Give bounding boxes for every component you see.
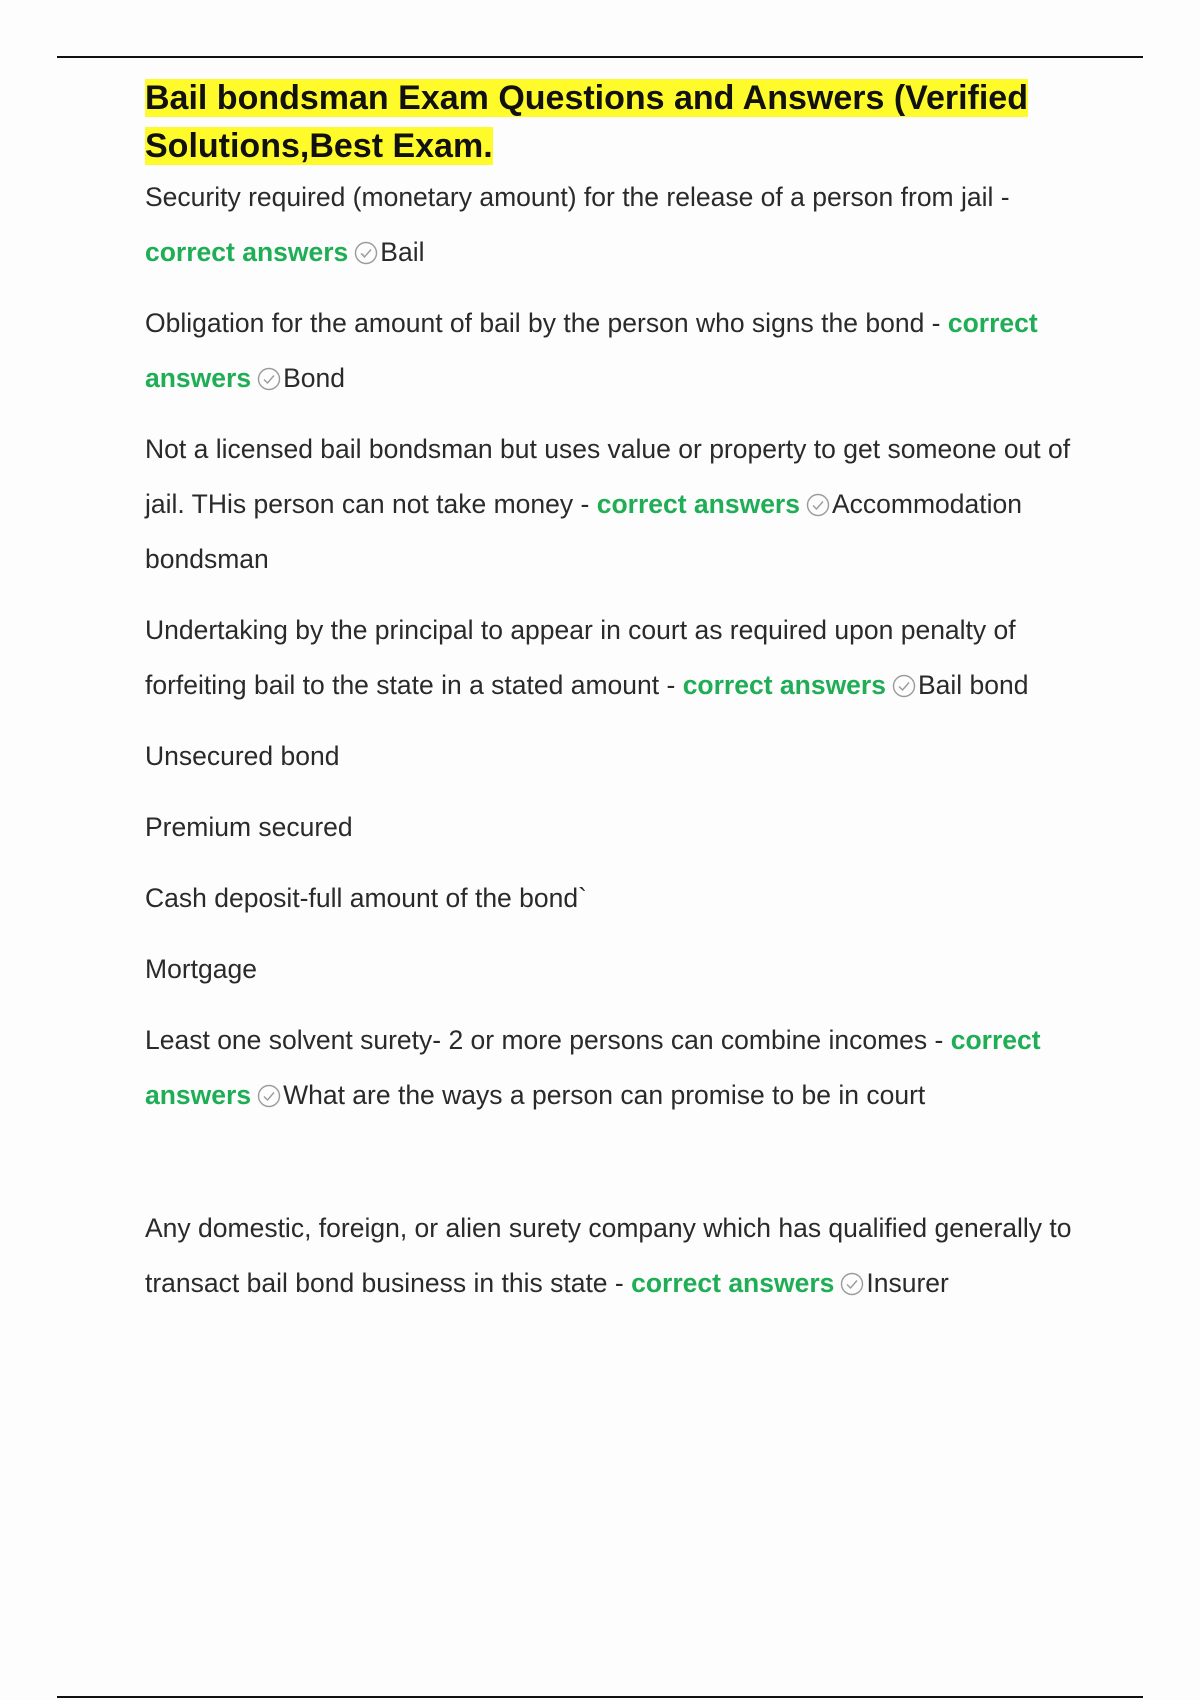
question-text: Obligation for the amount of bail by the person who signs the bond - — [145, 308, 948, 338]
correct-answers-label: correct answers — [596, 489, 800, 519]
qa-item-6 — [145, 1201, 1090, 1311]
answer-text: Bail — [380, 237, 425, 267]
document-body — [145, 74, 1095, 1327]
blank-gap — [145, 1139, 1095, 1201]
question-text: Undertaking by the principal to appear in court as required upon penalty of forfeiting bail to the state in a stated amount - — [145, 615, 1016, 700]
question-text: Security required (monetary amount) for the release of a person from jail - — [145, 182, 1010, 212]
question-text: Not a licensed bail bondsman but uses value or property to get someone out of jail. THis person can not take money - — [145, 434, 1071, 519]
plain-line-1: Unsecured bond — [145, 741, 340, 771]
qa-item-5 — [145, 1013, 1090, 1123]
question-text: Least one solvent surety- 2 or more persons can combine incomes - — [145, 1025, 951, 1055]
correct-answers-label: correct answers — [145, 1025, 1041, 1110]
correct-answers-label: correct answers — [631, 1268, 835, 1298]
qa-item-3 — [145, 422, 1090, 587]
plain-line-2: Premium secured — [145, 812, 353, 842]
check-circle-icon — [257, 1084, 281, 1108]
title-highlight: Bail bondsman Exam Questions and Answers (Verified Solutions,Best Exam. — [145, 79, 1028, 165]
check-circle-icon — [892, 674, 916, 698]
answer-text: What are the ways a person can promise to be in court — [283, 1080, 926, 1110]
answer-text: Accommodation bondsman — [145, 489, 1022, 574]
correct-answers-label: correct answers — [682, 670, 886, 700]
check-circle-icon — [806, 493, 830, 517]
question-text: Any domestic, foreign, or alien surety company which has qualified generally to transact bail bond business in this state - — [145, 1213, 1072, 1298]
correct-answers-label: correct answers — [145, 308, 1038, 393]
check-circle-icon — [354, 241, 378, 265]
qa-item-1 — [145, 170, 1090, 280]
check-circle-icon — [840, 1272, 864, 1296]
plain-line-3: Cash deposit-full amount of the bond` — [145, 883, 587, 913]
check-circle-icon — [257, 367, 281, 391]
answer-text: Bond — [283, 363, 345, 393]
answer-text: Insurer — [866, 1268, 949, 1298]
qa-item-2 — [145, 296, 1090, 406]
top-rule — [57, 56, 1143, 58]
qa-item-4 — [145, 603, 1090, 713]
correct-answers-label: correct answers — [145, 237, 349, 267]
answer-text: Bail bond — [917, 670, 1029, 700]
plain-line-4: Mortgage — [145, 954, 257, 984]
bottom-rule — [57, 1696, 1143, 1698]
document-title — [145, 74, 1095, 170]
